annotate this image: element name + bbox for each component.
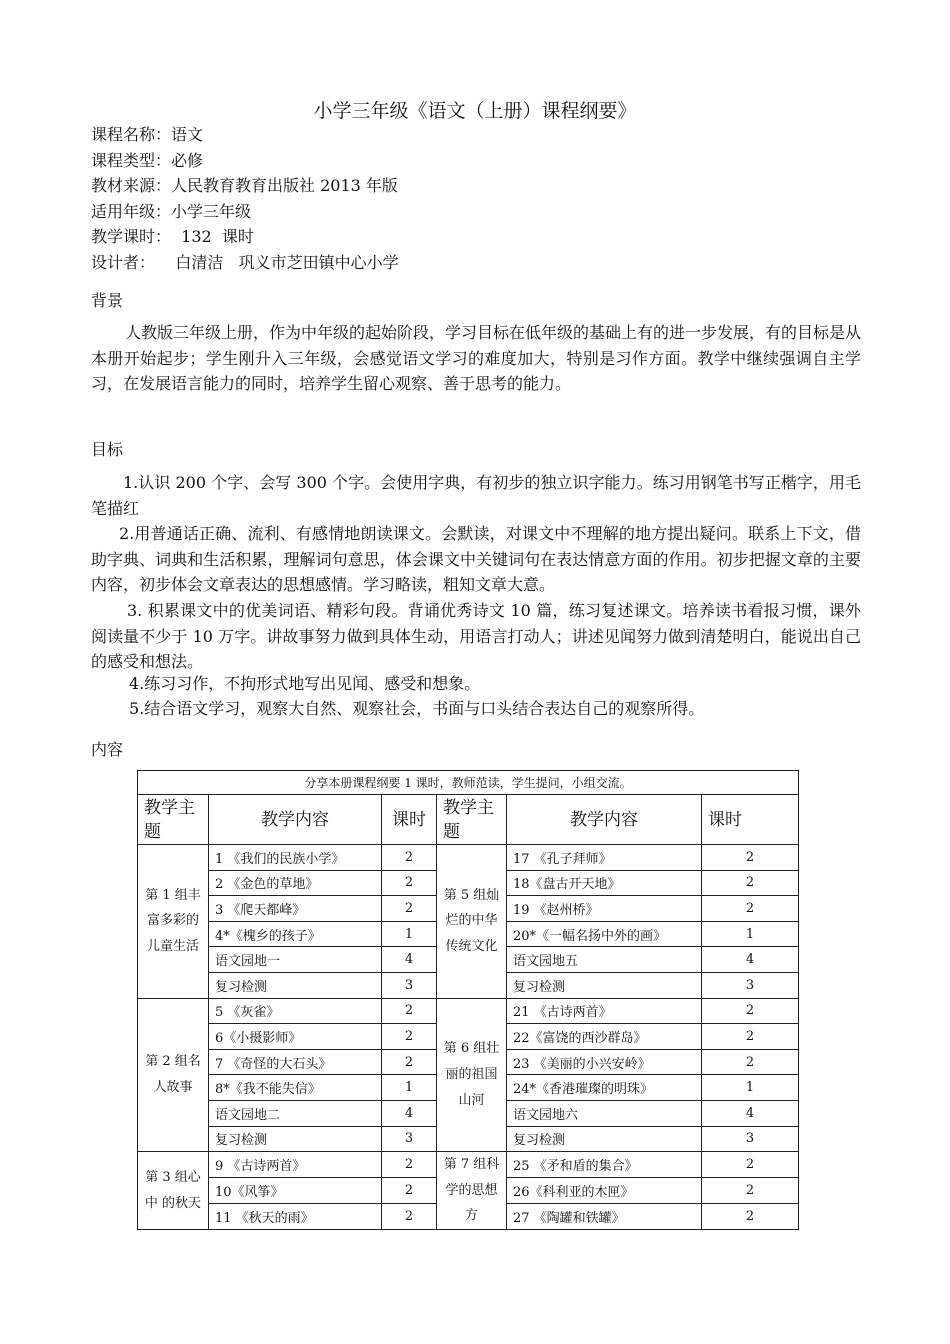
lesson-cell: 23 《美丽的小兴安岭》 bbox=[507, 1049, 702, 1075]
lesson-cell: 2 《金色的草地》 bbox=[209, 870, 382, 896]
header-theme-right: 教学主题 bbox=[437, 795, 507, 845]
lesson-cell: 8*《我不能失信》 bbox=[209, 1075, 382, 1101]
hours-cell: 1 bbox=[382, 1075, 437, 1101]
lesson-cell: 24*《香港璀璨的明珠》 bbox=[507, 1075, 702, 1101]
hours-cell: 4 bbox=[702, 1100, 799, 1126]
lesson-cell: 6《小摄影师》 bbox=[209, 1024, 382, 1050]
lesson-cell: 语文园地六 bbox=[507, 1100, 702, 1126]
theme-group-5: 第 5 组灿烂的中华传统文化 bbox=[437, 845, 507, 999]
lesson-cell: 21 《古诗两首》 bbox=[507, 998, 702, 1024]
lesson-cell: 20*《一幅名扬中外的画》 bbox=[507, 921, 702, 947]
background-text: 人教版三年级上册，作为中年级的起始阶段，学习目标在低年级的基础上有的进一步发展，有的目标是从本册开始起步；学生刚升入三年级，会感觉语文学习的难度加大，特别是习作方面。教学中继续强调自主学习，在发展语言能力的同时，培养学生留心观察、善于思考的能力。 bbox=[91, 323, 862, 394]
goal-item-2: 2.用普通话正确、流利、有感情地朗读课文。会默读，对课文中不理解的地方提出疑问。联系上下文，借助字典、词典和生活积累，理解词句意思，体会课文中关键词句在表达情意方面的作用。初步把握文章的主要内容，初步体会文章表达的思想感情。学习略读，粗知文章大意。 bbox=[91, 524, 861, 595]
lesson-cell: 5 《灰雀》 bbox=[209, 998, 382, 1024]
header-content-right: 教学内容 bbox=[507, 795, 702, 845]
hours-cell: 2 bbox=[702, 845, 799, 871]
lesson-cell: 25 《矛和盾的集合》 bbox=[507, 1152, 702, 1178]
hours-cell: 3 bbox=[382, 972, 437, 998]
meta-hours: 教学课时： 132 课时 bbox=[91, 227, 254, 247]
meta-designer: 设计者： 白清洁 巩义市芝田镇中心小学 bbox=[91, 252, 399, 272]
lesson-cell: 3 《爬天都峰》 bbox=[209, 896, 382, 922]
lesson-cell: 17 《孔子拜师》 bbox=[507, 845, 702, 871]
hours-cell: 4 bbox=[382, 947, 437, 973]
course-content-table bbox=[137, 770, 799, 1230]
lesson-cell: 10《风筝》 bbox=[209, 1178, 382, 1204]
hours-cell: 2 bbox=[382, 845, 437, 871]
lesson-cell: 复习检测 bbox=[507, 1126, 702, 1152]
table-caption-row bbox=[138, 771, 799, 795]
lesson-cell: 19 《赵州桥》 bbox=[507, 896, 702, 922]
header-content-left: 教学内容 bbox=[209, 795, 382, 845]
lesson-cell: 4*《槐乡的孩子》 bbox=[209, 921, 382, 947]
hours-cell: 1 bbox=[702, 1075, 799, 1101]
hours-cell: 2 bbox=[702, 896, 799, 922]
lesson-cell: 语文园地二 bbox=[209, 1100, 382, 1126]
hours-cell: 2 bbox=[382, 1049, 437, 1075]
table-header-row bbox=[138, 795, 799, 845]
table-row bbox=[138, 1152, 799, 1178]
hours-cell: 2 bbox=[702, 1024, 799, 1050]
lesson-cell: 18《盘古开天地》 bbox=[507, 870, 702, 896]
lesson-cell: 1 《我们的民族小学》 bbox=[209, 845, 382, 871]
hours-cell: 2 bbox=[382, 870, 437, 896]
hours-cell: 2 bbox=[382, 998, 437, 1024]
lesson-cell: 复习检测 bbox=[209, 972, 382, 998]
content-heading: 内容 bbox=[91, 740, 124, 759]
hours-cell: 2 bbox=[702, 1049, 799, 1075]
theme-group-1: 第 1 组丰富多彩的儿童生活 bbox=[138, 845, 209, 999]
hours-cell: 2 bbox=[702, 870, 799, 896]
goal-item-3: 3. 积累课文中的优美词语、精彩句段。背诵优秀诗文 10 篇，练习复述课文。培养读书看报习惯，课外阅读量不少于 10 万字。讲故事努力做到具体生动，用语言打动人；讲述见闻努力做到清楚明白，能说出自己的感受和想法。 bbox=[91, 601, 861, 672]
hours-cell: 2 bbox=[382, 1203, 437, 1229]
goal-item-5: 5.结合语文学习，观察大自然、观察社会，书面与口头结合表达自己的观察所得。 bbox=[129, 699, 705, 718]
meta-textbook-source: 教材来源：人民教育教育出版社 2013 年版 bbox=[91, 176, 398, 196]
lesson-cell: 7 《奇怪的大石头》 bbox=[209, 1049, 382, 1075]
hours-cell: 3 bbox=[382, 1126, 437, 1152]
hours-cell: 4 bbox=[702, 947, 799, 973]
theme-group-2: 第 2 组名人故事 bbox=[138, 998, 209, 1152]
document-title: 小学三年级《语文（上册）课程纲要》 bbox=[313, 100, 637, 122]
goal-item-1: 1.认识 200 个字、会写 300 个字。会使用字典，有初步的独立识字能力。练习用钢笔书写正楷字，用毛笔描红 bbox=[91, 473, 861, 518]
theme-group-6: 第 6 组壮丽的祖国山河 bbox=[437, 998, 507, 1152]
lesson-cell: 22《富饶的西沙群岛》 bbox=[507, 1024, 702, 1050]
hours-cell: 2 bbox=[702, 1203, 799, 1229]
lesson-cell: 27 《陶罐和铁罐》 bbox=[507, 1203, 702, 1229]
hours-cell: 1 bbox=[382, 921, 437, 947]
hours-cell: 3 bbox=[702, 1126, 799, 1152]
hours-cell: 2 bbox=[382, 896, 437, 922]
hours-cell: 2 bbox=[702, 998, 799, 1024]
table-row bbox=[138, 998, 799, 1024]
lesson-cell: 26《科利亚的木匣》 bbox=[507, 1178, 702, 1204]
lesson-cell: 语文园地一 bbox=[209, 947, 382, 973]
theme-group-7: 第 7 组科学的思想方 bbox=[437, 1152, 507, 1230]
background-heading: 背景 bbox=[91, 291, 124, 310]
goals-heading: 目标 bbox=[91, 440, 124, 459]
hours-cell: 2 bbox=[702, 1152, 799, 1178]
header-hours-right: 课时 bbox=[702, 795, 799, 845]
lesson-cell: 11 《秋天的雨》 bbox=[209, 1203, 382, 1229]
lesson-cell: 复习检测 bbox=[209, 1126, 382, 1152]
theme-group-3: 第 3 组心中 的秋天 bbox=[138, 1152, 209, 1230]
lesson-cell: 9 《古诗两首》 bbox=[209, 1152, 382, 1178]
goal-item-4: 4.练习习作，不拘形式地写出见闻、感受和想象。 bbox=[129, 674, 481, 693]
table-row bbox=[138, 845, 799, 871]
header-hours-left: 课时 bbox=[382, 795, 437, 845]
table-caption: 分享本册课程纲要 1 课时，教师范读，学生提问，小组交流。 bbox=[138, 771, 799, 795]
hours-cell: 2 bbox=[382, 1178, 437, 1204]
course-meta bbox=[91, 122, 399, 276]
header-theme-left: 教学主题 bbox=[138, 795, 209, 845]
hours-cell: 4 bbox=[382, 1100, 437, 1126]
hours-cell: 2 bbox=[382, 1024, 437, 1050]
hours-cell: 2 bbox=[382, 1152, 437, 1178]
hours-cell: 3 bbox=[702, 972, 799, 998]
lesson-cell: 语文园地五 bbox=[507, 947, 702, 973]
hours-cell: 2 bbox=[702, 1178, 799, 1204]
meta-course-name: 课程名称：语文 bbox=[91, 125, 204, 144]
meta-grade: 适用年级：小学三年级 bbox=[91, 201, 252, 221]
hours-cell: 1 bbox=[702, 921, 799, 947]
meta-course-type: 课程类型：必修 bbox=[91, 150, 204, 170]
lesson-cell: 复习检测 bbox=[507, 972, 702, 998]
